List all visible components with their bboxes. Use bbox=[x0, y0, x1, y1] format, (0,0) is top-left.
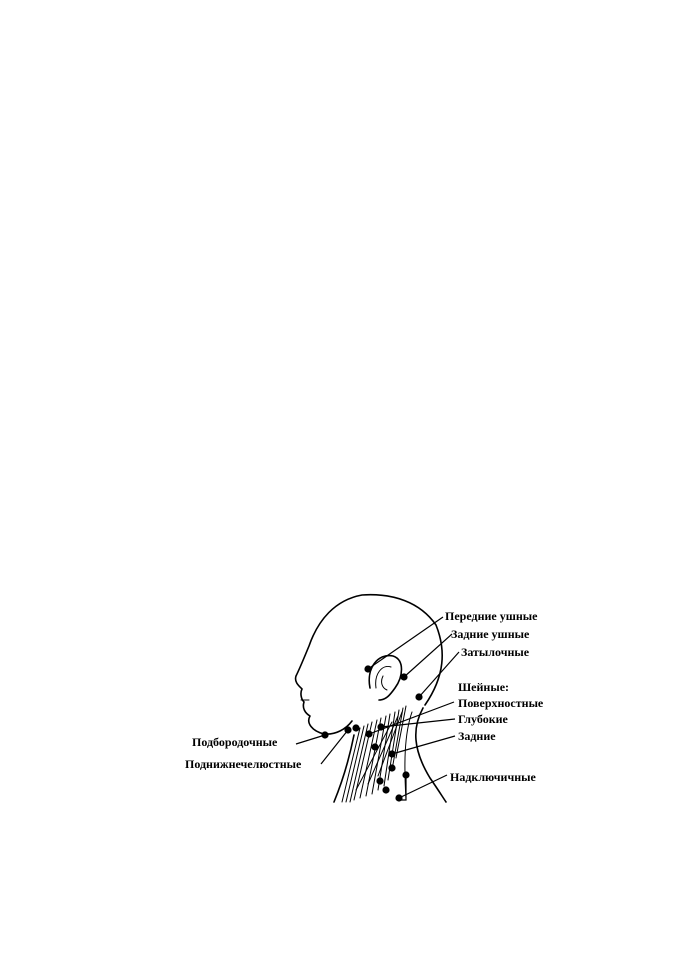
label-deep: Глубокие bbox=[458, 712, 508, 726]
node-supraclavicular-1 bbox=[382, 786, 389, 793]
label-cervical-header: Шейные: bbox=[458, 680, 510, 694]
node-cervical-deep-2 bbox=[371, 743, 378, 750]
label-anterior-auricular: Передние ушные bbox=[445, 609, 538, 623]
label-submental: Подбородочные bbox=[192, 735, 278, 749]
label-supraclavicular: Надключичные bbox=[450, 770, 536, 784]
node-submandibular-2 bbox=[352, 724, 359, 731]
node-cervical-posterior-2 bbox=[388, 764, 395, 771]
ear-inner bbox=[376, 666, 391, 690]
label-posterior: Задние bbox=[458, 729, 496, 743]
label-occipital: Затылочные bbox=[461, 645, 530, 659]
leader-lines bbox=[296, 617, 459, 800]
label-posterior-auricular: Задние ушные bbox=[451, 627, 530, 641]
label-superficial: Поверхностные bbox=[458, 696, 544, 710]
label-submandibular: Поднижнечелюстные bbox=[185, 757, 302, 771]
node-cervical-posterior-4 bbox=[376, 777, 383, 784]
ear-outline bbox=[369, 656, 401, 700]
